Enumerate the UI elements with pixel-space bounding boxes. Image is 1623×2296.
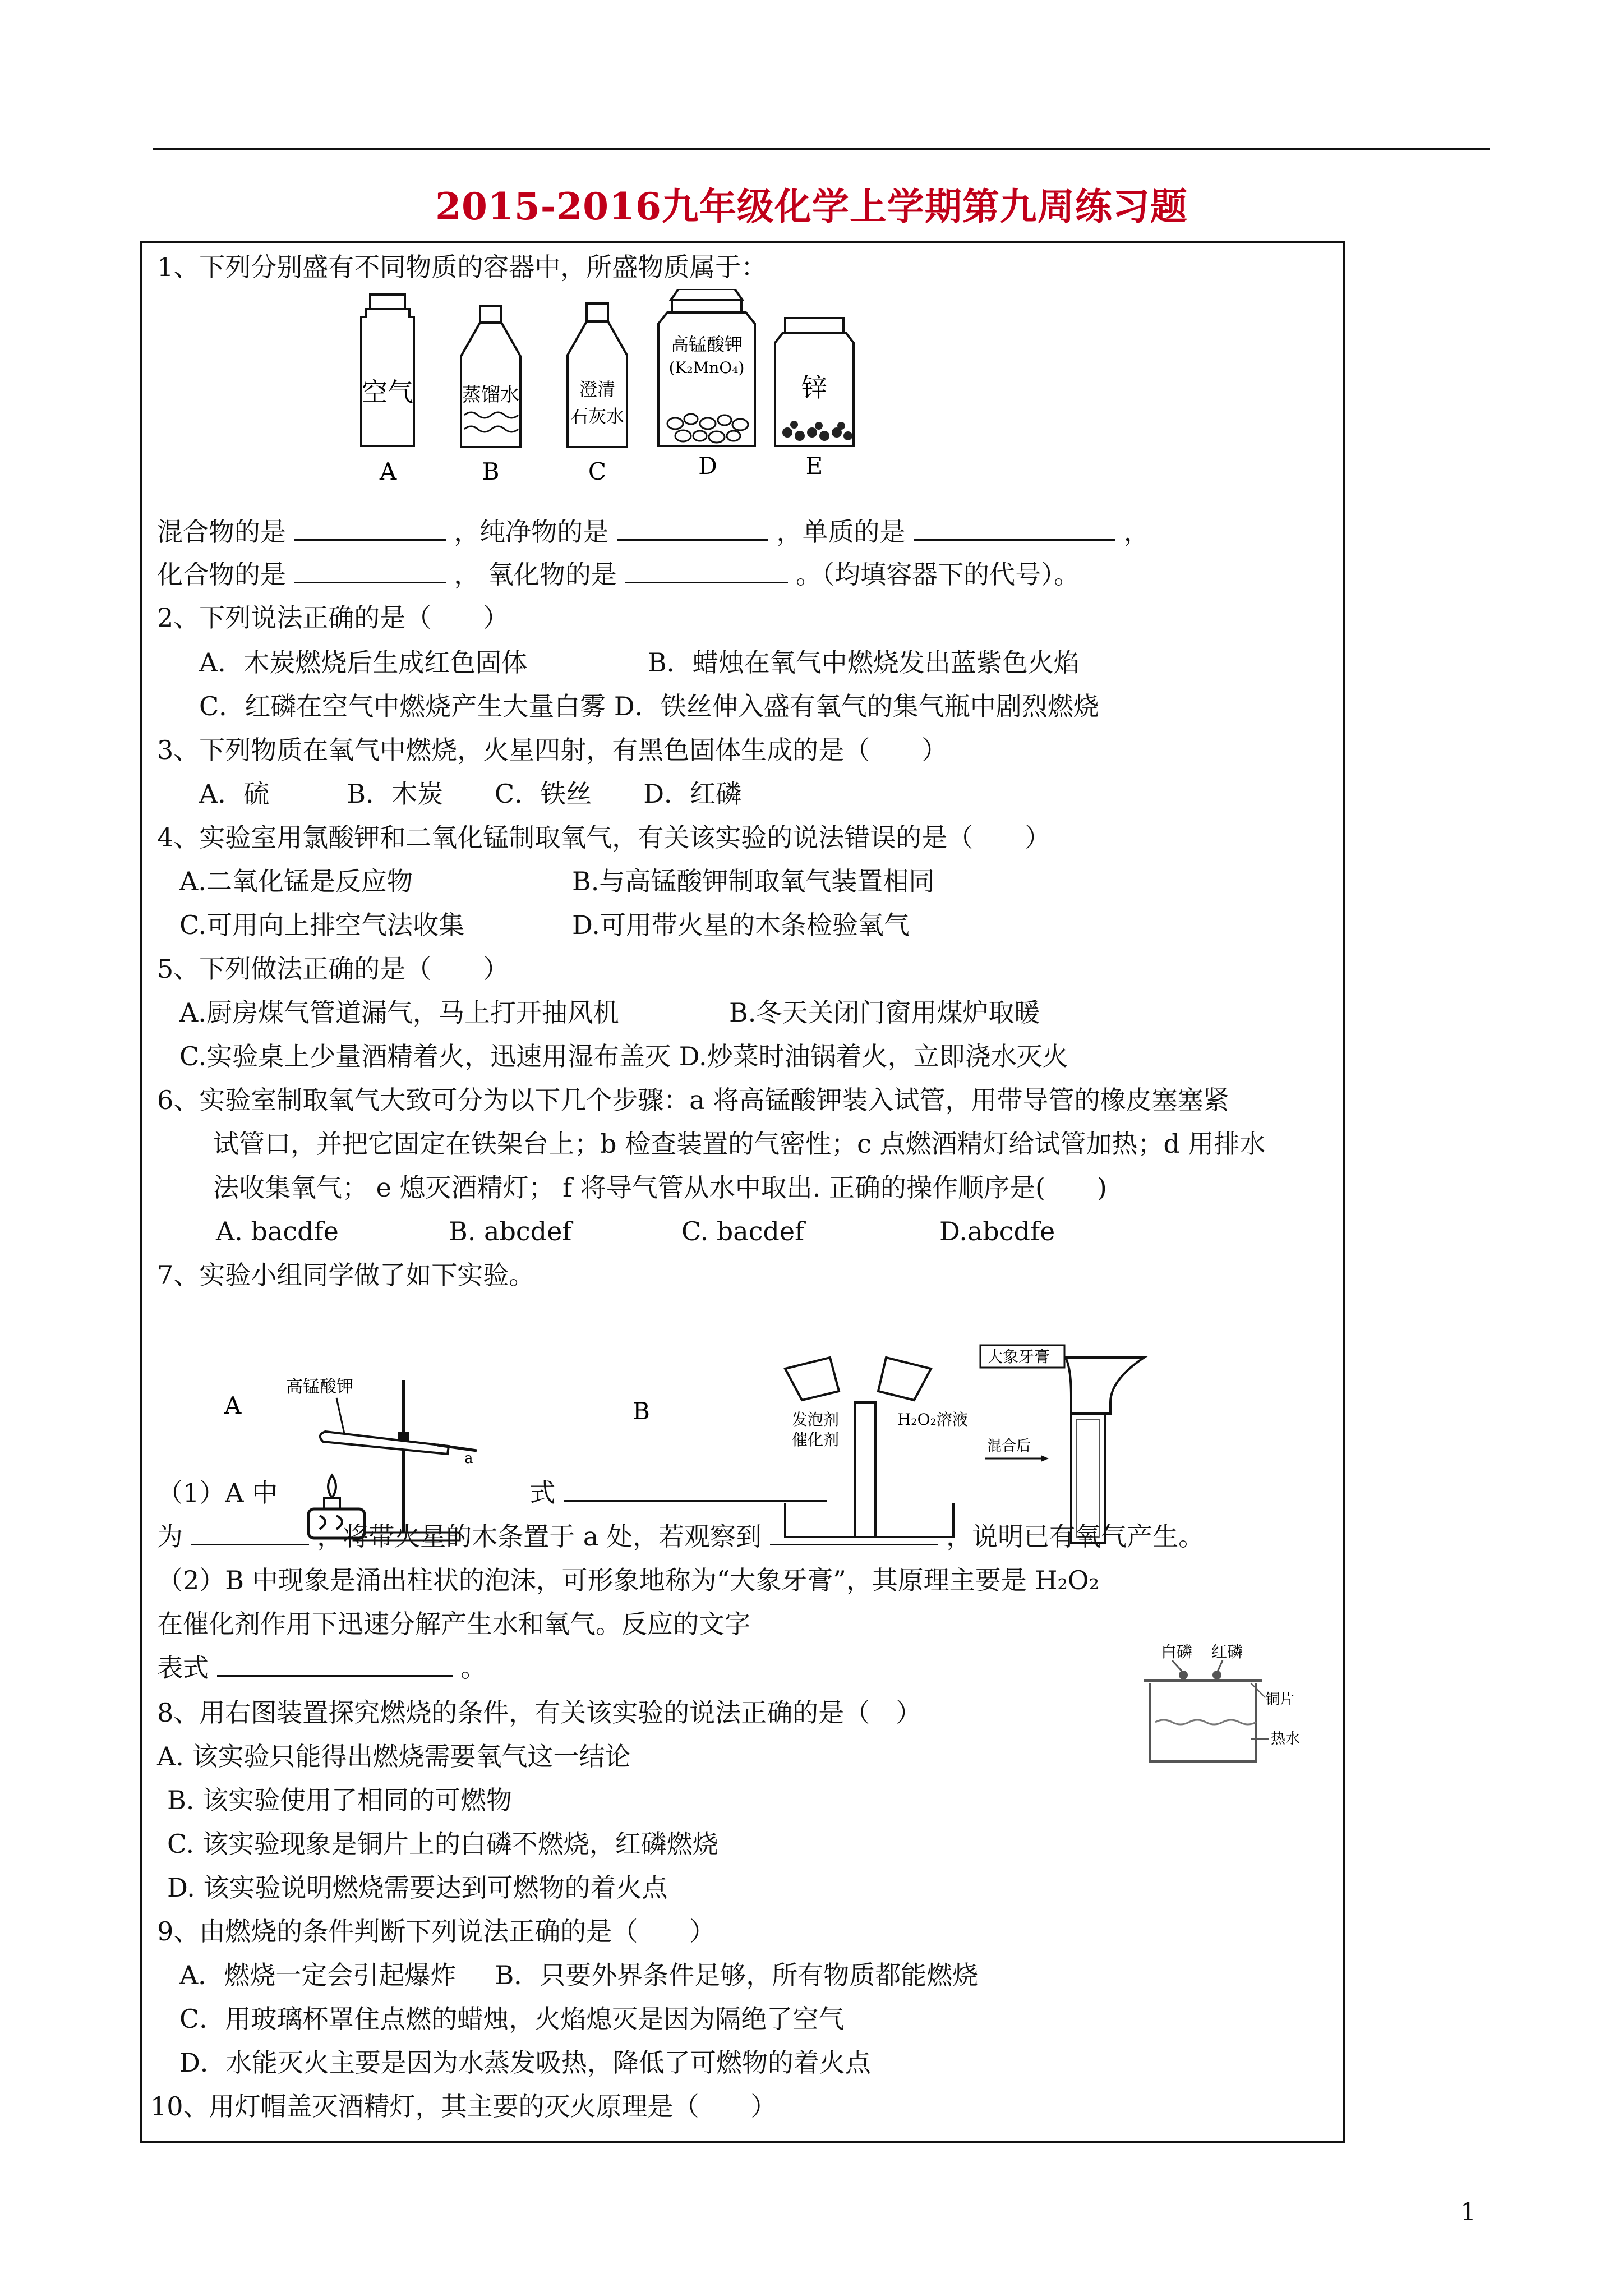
q7-result-label: 大象牙膏 — [987, 1347, 1050, 1366]
q7-foam-label-1: 发泡剂 — [792, 1410, 840, 1429]
q9-option-b: B．只要外界条件足够，所有物质都能燃烧 — [495, 1960, 979, 1990]
bottle-e-label: 锌 — [801, 372, 827, 403]
bottle-b-letter: B — [482, 458, 500, 485]
q8-option-b: B. 该实验使用了相同的可燃物 — [167, 1785, 513, 1815]
bottle-b — [461, 306, 520, 485]
q7-part2-line2: 在催化剂作用下迅速分解产生水和氧气。反应的文字 — [157, 1609, 750, 1639]
q7-mix-label: 混合后 — [987, 1438, 1031, 1455]
q8-hot-water-label: 热水 — [1271, 1731, 1301, 1747]
q6-line-3: 法收集氧气； e 熄灭酒精灯； f 将导气管从水中取出. 正确的操作顺序是( ) — [213, 1172, 1107, 1203]
q1-pure-blank[interactable] — [617, 517, 768, 541]
q2-option-a: A．木炭燃烧后生成红色固体 — [199, 647, 528, 678]
q8-white-phosphorus-label: 白磷 — [1161, 1642, 1193, 1661]
bottle-c — [568, 303, 627, 485]
q7-part1-e: ，说明已有氧气产生。 — [946, 1521, 1205, 1552]
q9-option-c: C．用玻璃杯罩住点燃的蜡烛，火焰熄灭是因为隔绝了空气 — [179, 2004, 845, 2034]
q3-options: A．硫 B．木炭 C．铁丝 D．红磷 — [199, 779, 742, 809]
q8-option-a: A. 该实验只能得出燃烧需要氧气这一结论 — [157, 1741, 631, 1772]
q7-part1-c: 为 — [157, 1521, 183, 1552]
q9-stem: 9、由燃烧的条件判断下列说法正确的是（ ） — [157, 1916, 716, 1947]
page-number: 1 — [1460, 2198, 1476, 2226]
bottle-a — [361, 295, 414, 485]
bottle-d-label-2: (K₂MnO₄) — [668, 358, 745, 377]
q1-mixture-blank[interactable] — [294, 517, 446, 541]
bottle-a-label: 空气 — [362, 377, 413, 407]
q7-part1-d: ，将带火星的木条置于 a 处，若观察到 — [317, 1521, 762, 1552]
q6-line-1: 6、实验室制取氧气大致可分为以下几个步骤：a 将高锰酸钾装入试管，用带导管的橡皮塞塞紧 — [157, 1085, 1229, 1115]
q7-fig-b-letter: B — [633, 1397, 650, 1425]
q4-option-d: D.可用带火星的木条检验氧气 — [572, 910, 910, 940]
q7-fig-a-kmno4-label: 高锰酸钾 — [286, 1377, 353, 1397]
q4-option-a: A.二氧化锰是反应物 — [179, 866, 413, 896]
q5-option-b: B.冬天关闭门窗用煤炉取暖 — [729, 997, 1040, 1028]
q4-option-b: B.与高锰酸钾制取氧气装置相同 — [572, 866, 935, 896]
q1-element-label: ，单质的是 — [776, 517, 906, 547]
q1-bottles-figure — [336, 289, 875, 491]
q6-option-d: D.abcdfe — [939, 1216, 1055, 1246]
q3-stem: 3、下列物质在氧气中燃烧，火星四射，有黑色固体生成的是（ ） — [157, 735, 948, 765]
bottle-b-label: 蒸馏水 — [462, 384, 519, 406]
q4-option-c: C.可用向上排空气法收集 — [179, 910, 465, 940]
page-title: 2015-2016九年级化学上学期第九周练习题 — [435, 185, 1188, 228]
bottle-c-letter: C — [588, 458, 607, 485]
bottle-e-letter: E — [805, 452, 823, 480]
q8-copper-label: 铜片 — [1265, 1691, 1295, 1708]
q7-part2-line3 — [157, 1650, 486, 1685]
q7-part2-end: 。 — [460, 1653, 487, 1683]
q7-part1-equation-blank[interactable] — [564, 1478, 827, 1502]
bottle-c-label-1: 澄清 — [579, 379, 616, 400]
header-rule — [153, 148, 1490, 150]
q1-note: 。（均填容器下的代号）。 — [796, 559, 1080, 590]
q7-foam-label-2: 催化剂 — [792, 1430, 840, 1449]
q1-stem: 1、下列分别盛有不同物质的容器中，所盛物质属于： — [157, 252, 767, 282]
q7-part1-observe-blank[interactable] — [770, 1521, 938, 1545]
q10-stem: 10、用灯帽盖灭酒精灯，其主要的灭火原理是（ ） — [150, 2091, 777, 2122]
q2-option-cd: C．红磷在空气中燃烧产生大量白雾 D．铁丝伸入盛有氧气的集气瓶中剧烈燃烧 — [199, 691, 1099, 721]
q7-part1-line1 — [157, 1475, 827, 1510]
q7-part2-label: 表式 — [157, 1653, 209, 1683]
q7-part1-type-blank[interactable] — [191, 1521, 309, 1545]
q9-option-d: D．水能灭火主要是因为水蒸发吸热，降低了可燃物的着火点 — [179, 2047, 871, 2078]
bottle-d — [658, 289, 755, 480]
q8-option-d: D. 该实验说明燃烧需要达到可燃物的着火点 — [167, 1872, 668, 1903]
q8-figure — [1138, 1638, 1324, 1773]
q7-figure-a — [213, 1369, 516, 1543]
q7-part1-b: 式 — [529, 1478, 556, 1508]
q9-option-a: A．燃烧一定会引起爆炸 — [179, 1960, 457, 1990]
q2-option-b: B．蜡烛在氧气中燃烧发出蓝紫色火焰 — [648, 647, 1080, 678]
q9-option-a-b — [179, 1958, 978, 1993]
q2-stem: 2、下列说法正确的是（ ） — [157, 602, 509, 633]
q7-part1-a: （1）A 中 — [157, 1478, 278, 1508]
q1-pure-label: ，纯净物的是 — [454, 517, 609, 547]
q7-part1-line2 — [157, 1519, 1204, 1554]
q1-element-blank[interactable] — [914, 517, 1115, 541]
q1-line1-comma: ， — [1123, 517, 1150, 547]
q6-option-c: C. bacdef — [681, 1216, 805, 1246]
q7-stem: 7、实验小组同学做了如下实验。 — [157, 1260, 535, 1290]
q1-compound-blank[interactable] — [294, 559, 446, 583]
q8-option-c: C. 该实验现象是铜片上的白磷不燃烧，红磷燃烧 — [167, 1829, 718, 1859]
q1-mixture-label: 混合物的是 — [157, 517, 286, 547]
q5-option-a: A.厨房煤气管道漏气，马上打开抽风机 — [179, 997, 619, 1028]
q7-part2-equation-blank[interactable] — [217, 1653, 453, 1677]
q8-red-phosphorus-label: 红磷 — [1211, 1642, 1243, 1661]
q7-h2o2-label: H₂O₂溶液 — [897, 1410, 968, 1429]
q7-part2-line1: （2）B 中现象是涌出柱状的泡沫，可形象地称为“大象牙膏”，其原理主要是 H₂O₂ — [157, 1565, 1100, 1595]
q1-line1 — [157, 514, 1150, 549]
bottle-d-letter: D — [698, 452, 717, 480]
q6-option-b: B. abcdef — [449, 1216, 572, 1246]
q4-stem: 4、实验室用氯酸钾和二氧化锰制取氧气，有关该实验的说法错误的是（ ） — [157, 822, 1051, 853]
q6-option-a: A. bacdfe — [216, 1216, 339, 1246]
bottle-a-letter: A — [379, 458, 397, 485]
bottle-d-label-1: 高锰酸钾 — [670, 334, 743, 355]
q6-line-2: 试管口，并把它固定在铁架台上；b 检查装置的气密性；c 点燃酒精灯给试管加热；d 用排水 — [213, 1129, 1266, 1159]
q7-fig-a-letter: A — [224, 1392, 242, 1419]
bottle-e — [775, 318, 854, 480]
q1-line2 — [157, 557, 1080, 592]
q5-stem: 5、下列做法正确的是（ ） — [157, 954, 509, 984]
q7-fig-a-point-a: a — [464, 1450, 473, 1467]
q1-oxide-blank[interactable] — [625, 559, 788, 583]
q1-compound-label: 化合物的是 — [157, 559, 286, 590]
q5-option-cd: C.实验桌上少量酒精着火，迅速用湿布盖灭 D.炒菜时油锅着火，立即浇水灭火 — [179, 1041, 1068, 1071]
bottle-c-label-2: 石灰水 — [570, 406, 625, 427]
q1-oxide-label: ， 氧化物的是 — [454, 559, 617, 590]
q8-stem: 8、用右图装置探究燃烧的条件，有关该实验的说法正确的是（ ） — [157, 1697, 922, 1728]
